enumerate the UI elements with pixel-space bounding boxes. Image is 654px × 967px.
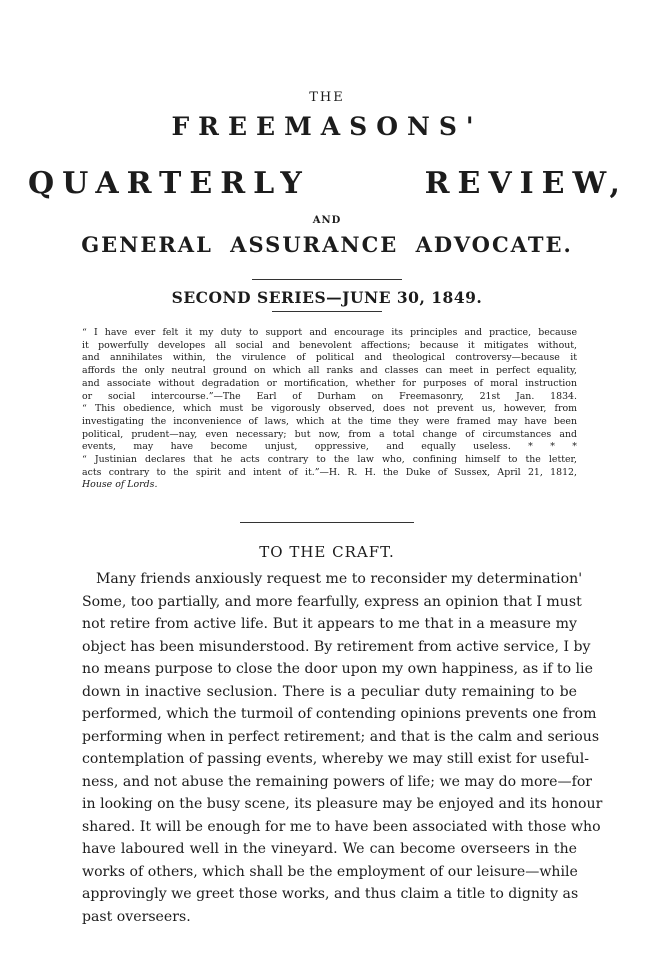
masthead-and: AND	[312, 215, 342, 226]
epigraph-line: events, may have become unjust, oppressive, and equally useless. * * *	[82, 441, 577, 453]
body-line: shared. It will be enough for me to have been associated with those who	[82, 818, 601, 835]
rule-divider-section	[240, 522, 414, 523]
epigraph-quotations	[82, 327, 577, 492]
epigraph-line: it powerfully developes all social and benevolent affections; because it mitigates without,	[82, 339, 577, 351]
section-heading: TO THE CRAFT.	[259, 543, 395, 561]
epigraph-line: and annihilates within, the virulence of political and theological controversy—because it	[82, 352, 577, 364]
epigraph-line: “ Justinian declares that he acts contrary to the law who, confining himself to the letter,	[82, 454, 577, 466]
epigraph-line: “ I have ever felt it my duty to support and encourage its principles and practice, because	[82, 327, 577, 338]
body-line: object has been misunderstood. By retirement from active service, I by	[82, 638, 591, 655]
body-line: approvingly we greet those works, and thus claim a title to dignity as	[82, 886, 579, 902]
body-line: down in inactive seclusion. There is a peculiar duty remaining to be	[82, 683, 577, 700]
masthead-title-freemasons: FREEMASONS'	[171, 112, 483, 141]
body-line: past overseers.	[82, 908, 191, 925]
epigraph-line: political, prudent—nay, even necessary; but now, from a total change of circumstances and	[82, 428, 577, 440]
masthead-title-quarterly-review	[28, 166, 628, 201]
body-line: in looking on the busy scene, its pleasure may be enjoyed and its honour	[82, 796, 603, 812]
body-line: no means purpose to close the door upon my own happiness, as if to lie	[82, 661, 593, 677]
epigraph-line: or social intercourse.”—The Earl of Durham on Freemasonry, 21st Jan. 1834.	[82, 390, 577, 402]
rule-divider-top	[252, 279, 402, 280]
epigraph-line: House of Lords.	[82, 479, 158, 491]
epigraph-line: “ This obedience, which must be vigorously observed, does not prevent us, however, from	[82, 403, 577, 415]
masthead-title-general-assurance: GENERAL ASSURANCE ADVOCATE.	[81, 232, 573, 257]
masthead-the: THE	[309, 90, 345, 105]
epigraph-line: acts contrary to the spirit and intent of it.”—H. R. H. the Duke of Sussex, April 21, 1812,	[82, 466, 577, 478]
body-line: Some, too partially, and more fearfully, express an opinion that I must	[82, 593, 582, 610]
rule-divider-series	[272, 311, 382, 312]
masthead-word-review: REVIEW,	[424, 166, 628, 201]
body-line: not retire from active life. But it appears to me that in a measure my	[82, 616, 577, 632]
epigraph-line: affords the only neutral ground on which all ranks and classes can meet in perfect equality,	[82, 365, 577, 377]
body-line: works of others, which shall be the employment of our leisure—while	[82, 863, 578, 880]
epigraph-line: investigating the inconvenience of laws, which at the time they were framed may have been	[82, 415, 577, 427]
epigraph-line: and associate without degradation or mortification, whether for purposes of moral instruction	[82, 377, 577, 389]
body-line: contemplation of passing events, whereby we may still exist for useful-	[82, 751, 590, 767]
body-line: Many friends anxiously request me to reconsider my determination'	[96, 571, 583, 587]
body-line: have laboured well in the vineyard. We can become overseers in the	[82, 841, 577, 857]
masthead-word-quarterly: QUARTERLY	[28, 166, 310, 201]
body-line: performed, which the turmoil of contending opinions prevents one from	[82, 706, 597, 722]
series-date-line: SECOND SERIES—JUNE 30, 1849.	[171, 288, 483, 307]
body-line: ness, and not abuse the remaining powers of life; we may do more—for	[82, 773, 593, 790]
body-line: performing when in perfect retirement; and that is the calm and serious	[82, 728, 600, 745]
body-text	[82, 568, 603, 928]
